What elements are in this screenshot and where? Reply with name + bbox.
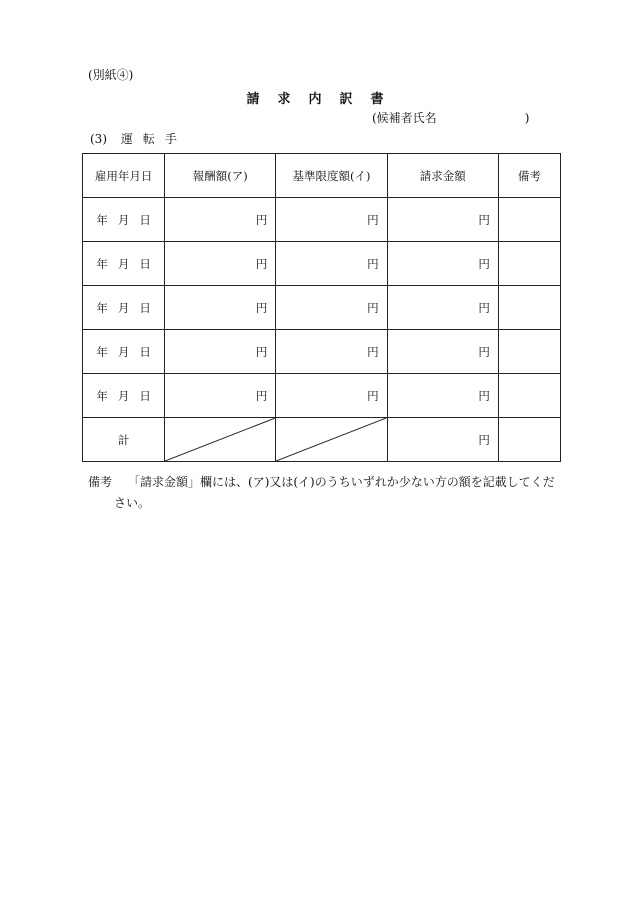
header-claim-amount: 請求金額: [387, 154, 498, 198]
diagonal-line: [165, 418, 275, 461]
limit-cell[interactable]: [276, 198, 387, 242]
date-cell[interactable]: [83, 286, 165, 330]
yen-unit: 円: [478, 256, 490, 271]
year-label: 年: [96, 212, 108, 227]
year-label: 年: [96, 344, 108, 359]
month-label: 月: [117, 212, 130, 227]
limit-cell[interactable]: [276, 242, 387, 286]
remarks-cell[interactable]: [498, 198, 560, 242]
section-name-char: 手: [164, 132, 177, 146]
yen-unit: 円: [478, 432, 490, 447]
remarks-cell[interactable]: [498, 330, 560, 374]
section-heading: [90, 130, 187, 147]
year-label: 年: [96, 300, 108, 315]
table-row: [83, 330, 561, 374]
remuneration-cell[interactable]: [165, 198, 276, 242]
note-text-line2: さい。: [114, 496, 151, 510]
yen-unit: 円: [478, 344, 490, 359]
yen-unit: 円: [478, 300, 490, 315]
document-title: [0, 88, 630, 107]
yen-unit: 円: [478, 212, 490, 227]
year-label: 年: [96, 256, 108, 271]
date-cell[interactable]: [83, 330, 165, 374]
month-label: 月: [117, 256, 130, 271]
total-row: [83, 418, 561, 462]
diagonal-line: [276, 418, 386, 461]
yen-unit: 円: [478, 388, 490, 403]
remarks-cell[interactable]: [498, 242, 560, 286]
claim-cell[interactable]: [387, 242, 498, 286]
table-row: [83, 198, 561, 242]
day-label: 日: [139, 300, 151, 315]
yen-unit: 円: [367, 256, 379, 271]
title-char: 訳: [339, 92, 353, 107]
yen-unit: 円: [255, 256, 268, 271]
total-claim-cell[interactable]: [387, 418, 498, 462]
header-remarks: 備考: [498, 154, 560, 198]
section-number: (3): [90, 132, 107, 146]
section-name-char: 転: [142, 132, 155, 146]
header-remuneration: 報酬額(ア): [165, 154, 276, 198]
title-char: 求: [277, 92, 291, 107]
day-label: 日: [139, 212, 151, 227]
header-employment-date: 雇用年月日: [83, 154, 165, 198]
candidate-name-line: [372, 109, 529, 126]
limit-cell[interactable]: [276, 330, 387, 374]
yen-unit: 円: [255, 300, 268, 315]
date-cell[interactable]: [83, 242, 165, 286]
table-row: [83, 286, 561, 330]
table-row: [83, 374, 561, 418]
remarks-note: [88, 472, 568, 514]
month-label: 月: [117, 300, 130, 315]
candidate-label: (候補者氏名: [372, 111, 437, 125]
yen-unit: 円: [255, 344, 268, 359]
yen-unit: 円: [367, 212, 379, 227]
remarks-cell[interactable]: [498, 374, 560, 418]
year-label: 年: [96, 388, 108, 403]
section-name-char: 運: [120, 132, 133, 146]
title-char: 内: [308, 92, 322, 107]
yen-unit: 円: [367, 300, 379, 315]
yen-unit: 円: [255, 212, 268, 227]
total-limit-crossed-cell: [276, 418, 387, 462]
claim-cell[interactable]: [387, 198, 498, 242]
yen-unit: 円: [367, 344, 379, 359]
attachment-label: (別紙④): [88, 68, 134, 82]
yen-unit: 円: [255, 388, 268, 403]
date-cell[interactable]: [83, 374, 165, 418]
month-label: 月: [117, 344, 130, 359]
remuneration-cell[interactable]: [165, 330, 276, 374]
total-remarks-cell[interactable]: [498, 418, 560, 462]
claim-breakdown-table: [82, 153, 561, 462]
section-name: [121, 132, 187, 146]
remuneration-cell[interactable]: [165, 374, 276, 418]
limit-cell[interactable]: [276, 374, 387, 418]
date-cell[interactable]: [83, 198, 165, 242]
candidate-close: ): [524, 111, 530, 125]
remuneration-cell[interactable]: [165, 286, 276, 330]
claim-cell[interactable]: [387, 286, 498, 330]
total-remuneration-crossed-cell: [165, 418, 276, 462]
yen-unit: 円: [367, 388, 379, 403]
note-label: 備考: [88, 475, 113, 489]
note-text-line1: 「請求金額」欄には、(ア)又は(イ)のうちいずれか少ない方の額を記載してくだ: [128, 475, 555, 489]
title-char: 書: [370, 92, 384, 107]
total-label: 計: [83, 418, 165, 462]
day-label: 日: [139, 344, 151, 359]
remarks-cell[interactable]: [498, 286, 560, 330]
day-label: 日: [139, 388, 151, 403]
header-limit: 基準限度額(イ): [276, 154, 387, 198]
limit-cell[interactable]: [276, 286, 387, 330]
claim-cell[interactable]: [387, 330, 498, 374]
table-header-row: [83, 154, 561, 198]
claim-cell[interactable]: [387, 374, 498, 418]
remuneration-cell[interactable]: [165, 242, 276, 286]
table-row: [83, 242, 561, 286]
month-label: 月: [117, 388, 130, 403]
title-char: 請: [246, 92, 260, 107]
day-label: 日: [139, 256, 151, 271]
